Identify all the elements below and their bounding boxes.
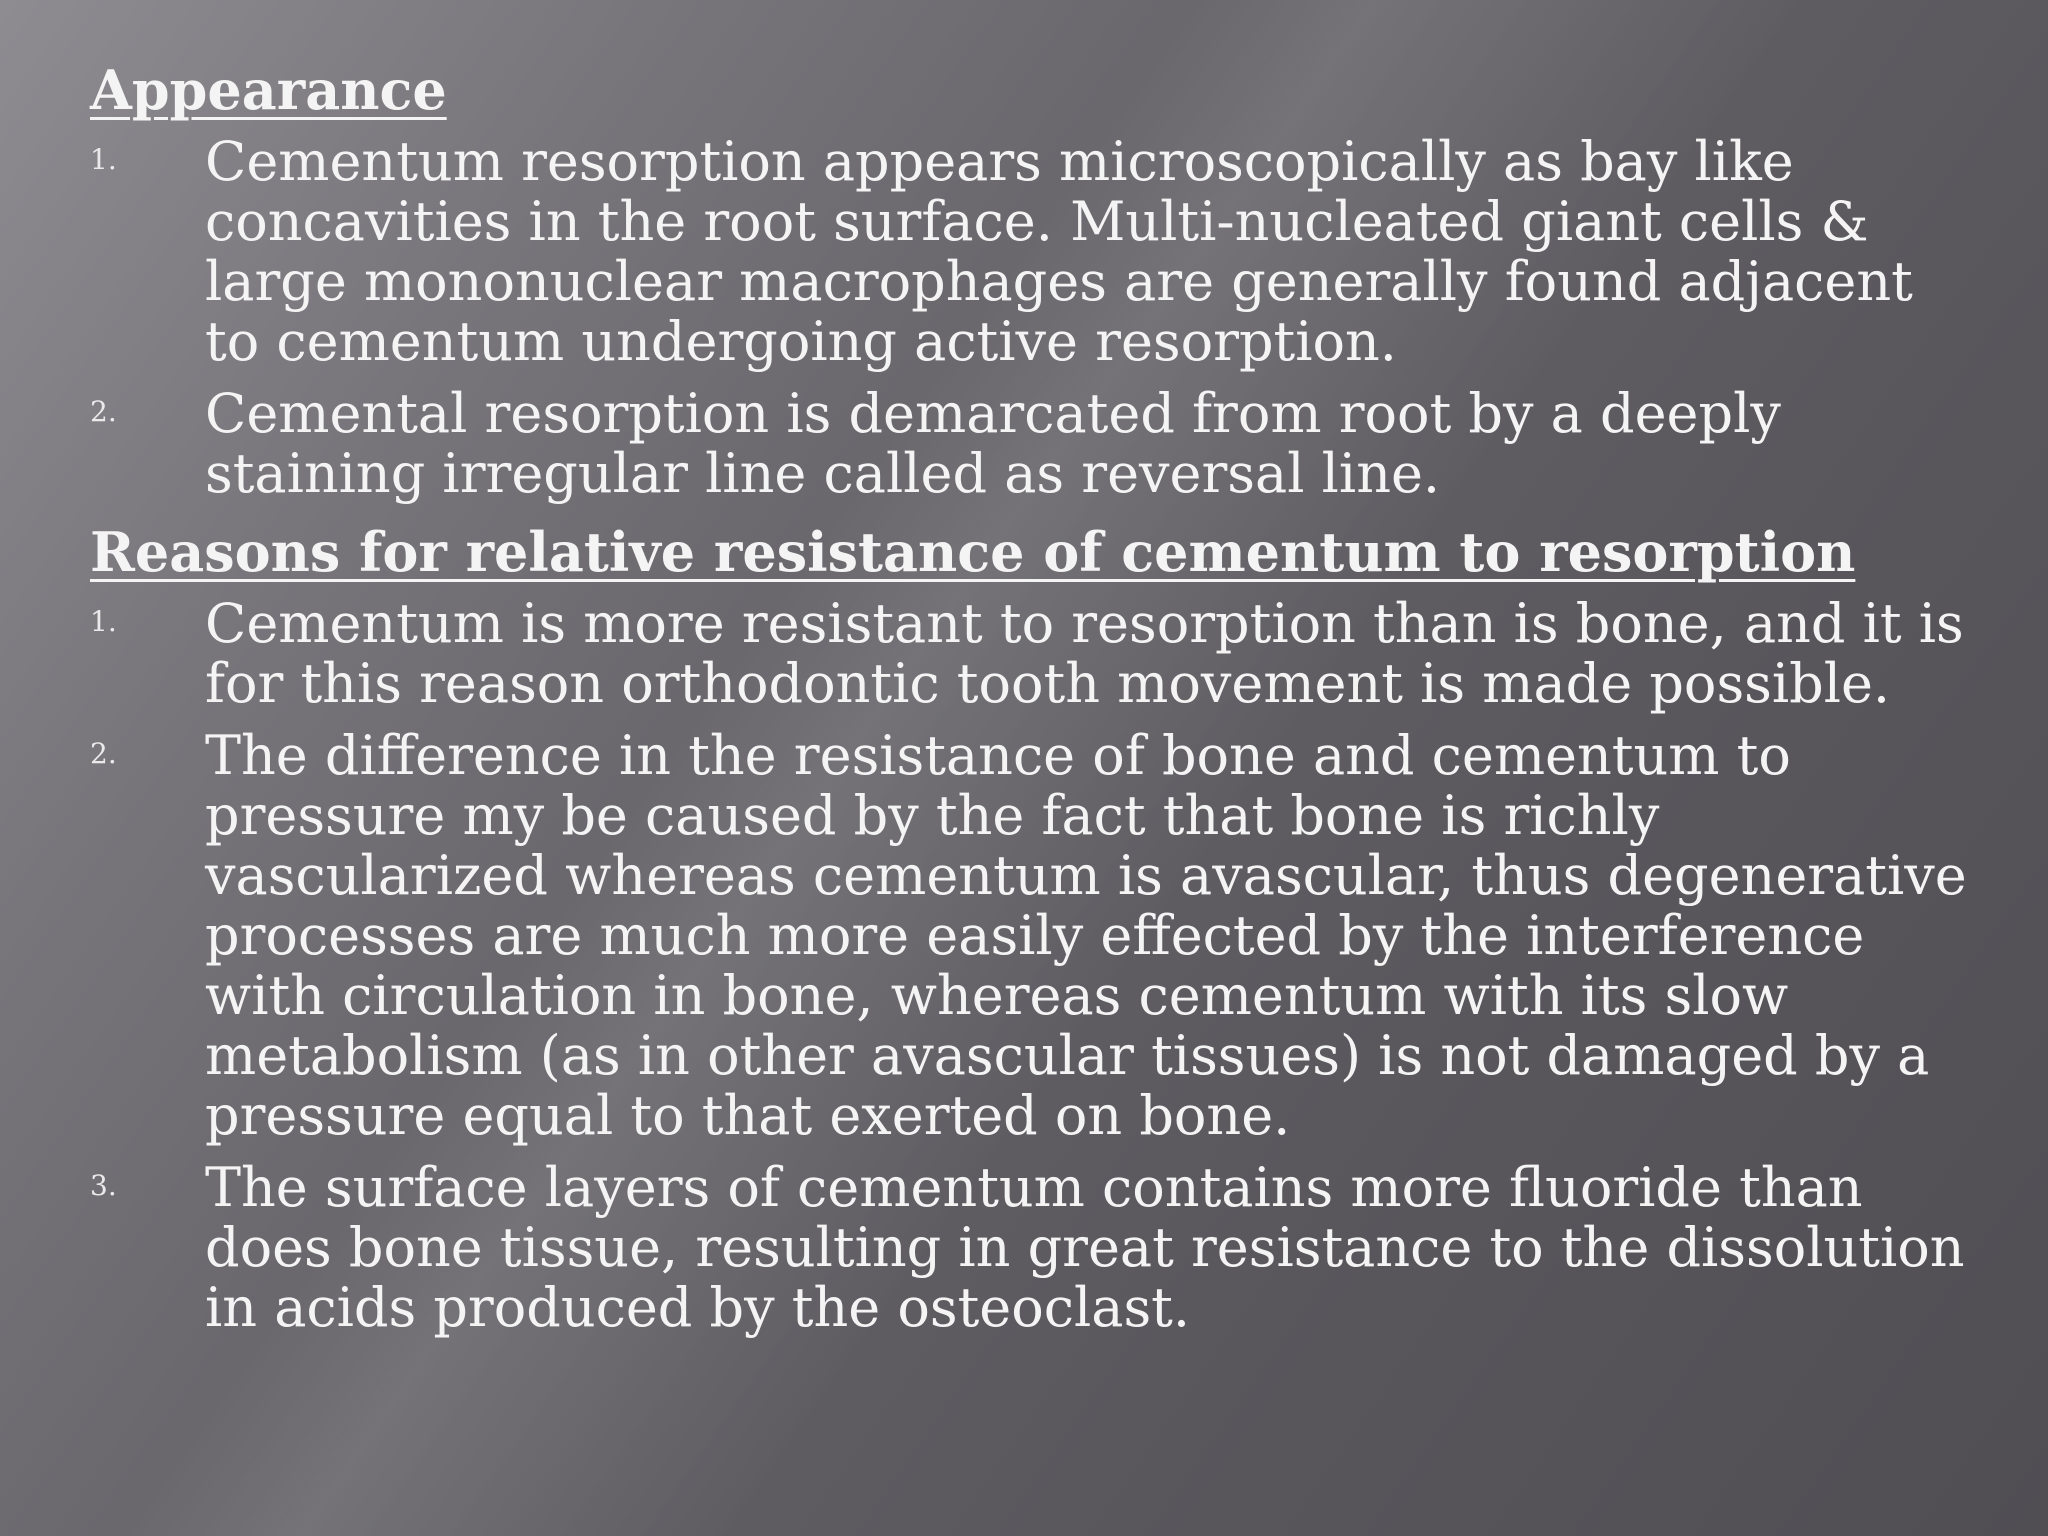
list-number: 2. bbox=[90, 395, 117, 428]
list-item bbox=[90, 726, 1978, 1146]
reasons-list bbox=[90, 594, 1978, 1338]
list-text: The difference in the resistance of bone and cementum to pressure my be caused by the fact that bone is richly vascularized whereas cementum is avascular, thus degenerative processes are much more easily effected by the interference with circulation in bone, whereas cementum with its slow metabolism (as in other avascular tissues) is not damaged by a pressure equal to that exerted on bone. bbox=[205, 724, 1967, 1147]
heading-reasons: Reasons for relative resistance of cementum to resorption bbox=[90, 520, 1856, 584]
list-text: Cementum is more resistant to resorption than is bone, and it is for this reason orthodontic tooth movement is made possible. bbox=[205, 592, 1964, 715]
list-item bbox=[90, 132, 1978, 372]
list-number: 1. bbox=[90, 605, 117, 638]
list-text: Cemental resorption is demarcated from root by a deeply staining irregular line called as reversal line. bbox=[205, 382, 1781, 505]
list-number: 2. bbox=[90, 737, 117, 770]
list-number: 3. bbox=[90, 1169, 117, 1202]
appearance-list bbox=[90, 132, 1978, 504]
list-text: The surface layers of cementum contains more fluoride than does bone tissue, resulting in great resistance to the dissolution in acids produced by the osteoclast. bbox=[205, 1156, 1965, 1339]
list-item bbox=[90, 594, 1978, 714]
list-number: 1. bbox=[90, 143, 117, 176]
list-item bbox=[90, 1158, 1978, 1338]
heading-appearance: Appearance bbox=[90, 58, 447, 122]
list-item bbox=[90, 384, 1978, 504]
list-text: Cementum resorption appears microscopically as bay like concavities in the root surface. Multi-nucleated giant cells & large mononuclear macrophages are generally found adjacent to cementum undergoing active resorption. bbox=[205, 130, 1913, 373]
